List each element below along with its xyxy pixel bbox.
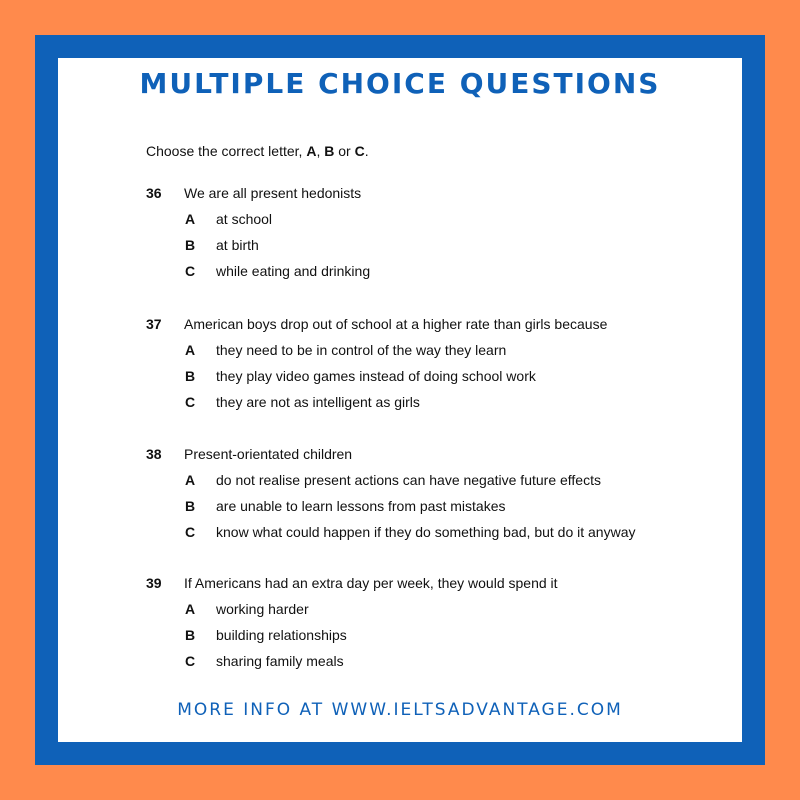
instruction-sep1: , xyxy=(316,143,325,159)
instruction-text xyxy=(146,143,369,159)
option-text: at birth xyxy=(216,237,259,253)
option-letter: B xyxy=(185,237,196,253)
instruction-suffix: . xyxy=(364,143,369,159)
option-text: they are not as intelligent as girls xyxy=(216,394,420,410)
option-letter: C xyxy=(185,394,196,410)
question-number: 36 xyxy=(146,185,162,201)
option-text: they need to be in control of the way they learn xyxy=(216,342,507,358)
question-text: If Americans had an extra day per week, they would spend it xyxy=(184,575,558,591)
option-text: while eating and drinking xyxy=(216,263,371,279)
question-number: 37 xyxy=(146,316,162,332)
question-text: We are all present hedonists xyxy=(184,185,362,201)
question-number: 38 xyxy=(146,446,162,462)
option-text: they play video games instead of doing school work xyxy=(216,368,536,384)
option-text: working harder xyxy=(216,601,309,617)
option-letter: A xyxy=(185,601,196,617)
option-text: do not realise present actions can have negative future effects xyxy=(216,472,601,488)
option-letter: B xyxy=(185,498,196,514)
option-letter: C xyxy=(185,263,196,279)
question-number: 39 xyxy=(146,575,162,591)
option-letter: C xyxy=(185,524,196,540)
option-letter: A xyxy=(185,211,196,227)
option-text: at school xyxy=(216,211,273,227)
footer-link-text: MORE INFO AT WWW.IELTSADVANTAGE.COM xyxy=(177,700,623,720)
instruction-sep2: or xyxy=(334,143,355,159)
option-letter: B xyxy=(185,627,196,643)
question-text: American boys drop out of school at a higher rate than girls because xyxy=(184,316,608,332)
option-text: are unable to learn lessons from past mistakes xyxy=(216,498,506,514)
option-letter: A xyxy=(185,472,196,488)
instruction-prefix: Choose the correct letter, xyxy=(146,143,307,159)
option-letter: B xyxy=(185,368,196,384)
instruction-letter-c: C xyxy=(354,143,365,159)
option-letter: A xyxy=(185,342,196,358)
option-text: know what could happen if they do something bad, but do it anyway xyxy=(216,524,636,540)
page-title: MULTIPLE CHOICE QUESTIONS xyxy=(139,67,661,100)
option-text: building relationships xyxy=(216,627,347,643)
option-letter: C xyxy=(185,653,196,669)
instruction-letter-a: A xyxy=(306,143,317,159)
instruction-letter-b: B xyxy=(324,143,335,159)
option-text: sharing family meals xyxy=(216,653,344,669)
question-text: Present-orientated children xyxy=(184,446,353,462)
